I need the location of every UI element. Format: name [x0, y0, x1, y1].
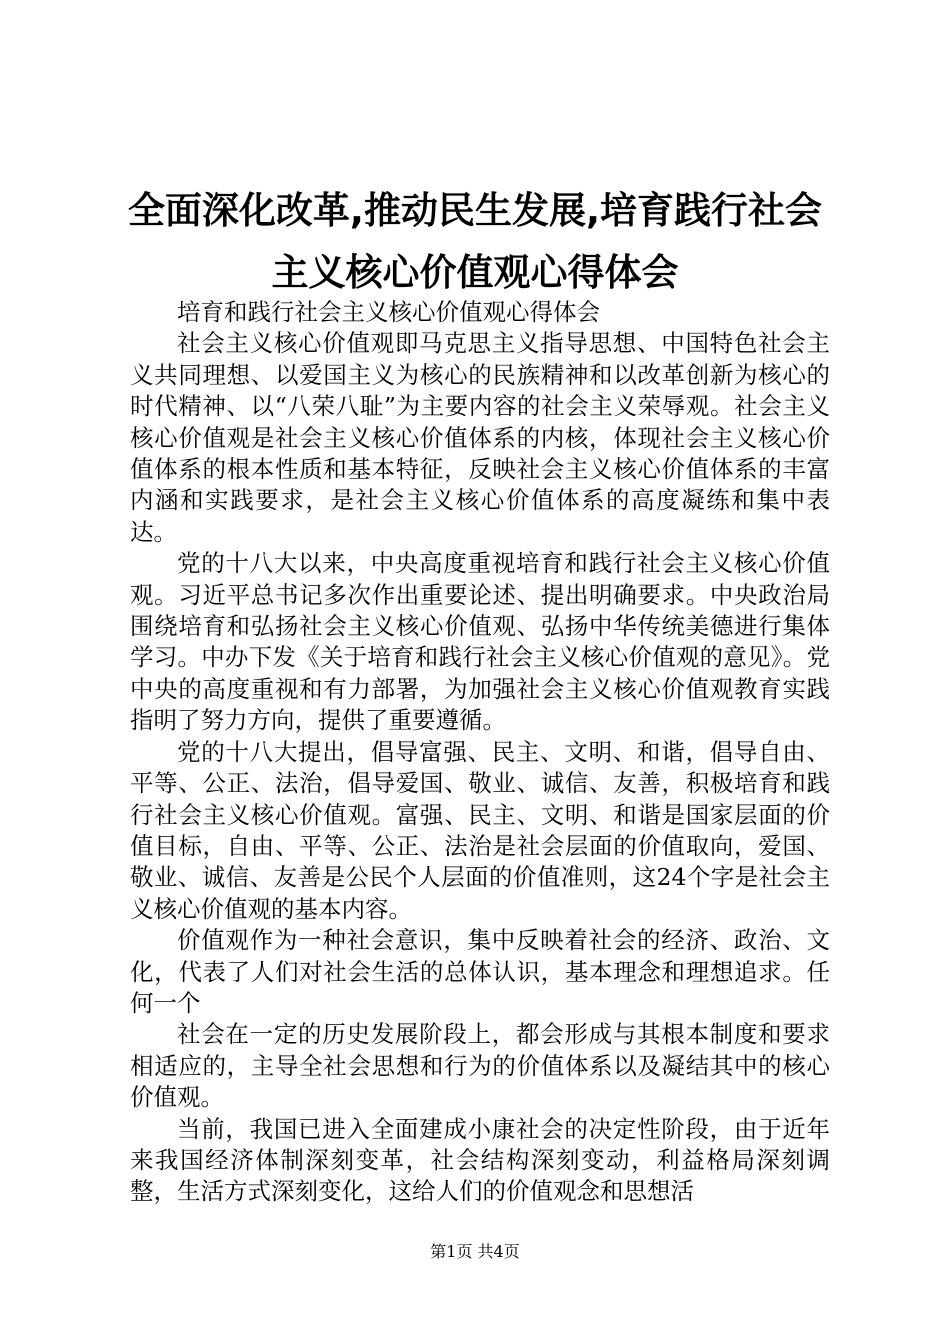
page-number-footer: 第1页 共4页 — [430, 1242, 520, 1261]
subtitle-paragraph: 培育和践行社会主义核心价值观心得体会 — [177, 298, 600, 326]
body-paragraph: 社会在一定的历史发展阶段上，都会形成与其根本制度和要求相适应的，主导全社会思想和行为的价值体系以及凝结其中的核心价值观。 — [130, 1020, 830, 1112]
body-paragraph: 社会主义核心价值观即马克思主义指导思想、中国特色社会主义共同理想、以爱国主义为核心的民族精神和以改革创新为核心的时代精神、以“八荣八耻”为主要内容的社会主义荣辱观。社会主义核心价值观是社会主义核心价值体系的内核，体现社会主义核心价值体系的根本性质和基本特征，反映社会主义核心价值体系的丰富内涵和实践要求，是社会主义核心价值体系的高度凝练和集中表达。 — [130, 329, 830, 546]
body-paragraph: 党的十八大以来，中央高度重视培育和践行社会主义核心价值观。习近平总书记多次作出重要论述、提出明确要求。中央政治局围绕培育和弘扬社会主义核心价值观、弘扬中华传统美德进行集体学习。中办下发《关于培育和践行社会主义核心价值观的意见》。党中央的高度重视和有力部署，为加强社会主义核心价值观教育实践指明了努力方向，提供了重要遵循。 — [130, 549, 830, 735]
document-title: 全面深化改革,推动民生发展,培育践行社会主义核心价值观心得体会 — [127, 189, 823, 294]
body-paragraph: 价值观作为一种社会意识，集中反映着社会的经济、政治、文化，代表了人们对社会生活的总体认识，基本理念和理想追求。任何一个 — [130, 926, 830, 1017]
document-body — [130, 297, 830, 1208]
body-paragraph: 当前，我国已进入全面建成小康社会的决定性阶段，由于近年来我国经济体制深刻变革，社会结构深刻变动，利益格局深刻调整，生活方式深刻变化，这给人们的价值观念和思想活 — [130, 1114, 830, 1206]
body-paragraph: 党的十八大提出，倡导富强、民主、文明、和谐，倡导自由、平等、公正、法治，倡导爱国、敬业、诚信、友善，积极培育和践行社会主义核心价值观。富强、民主、文明、和谐是国家层面的价值目标，自由、平等、公正、法治是社会层面的价值取向，爱国、敬业、诚信、友善是公民个人层面的价值准则，这24个字是社会主义核心价值观的基本内容。 — [130, 737, 830, 923]
